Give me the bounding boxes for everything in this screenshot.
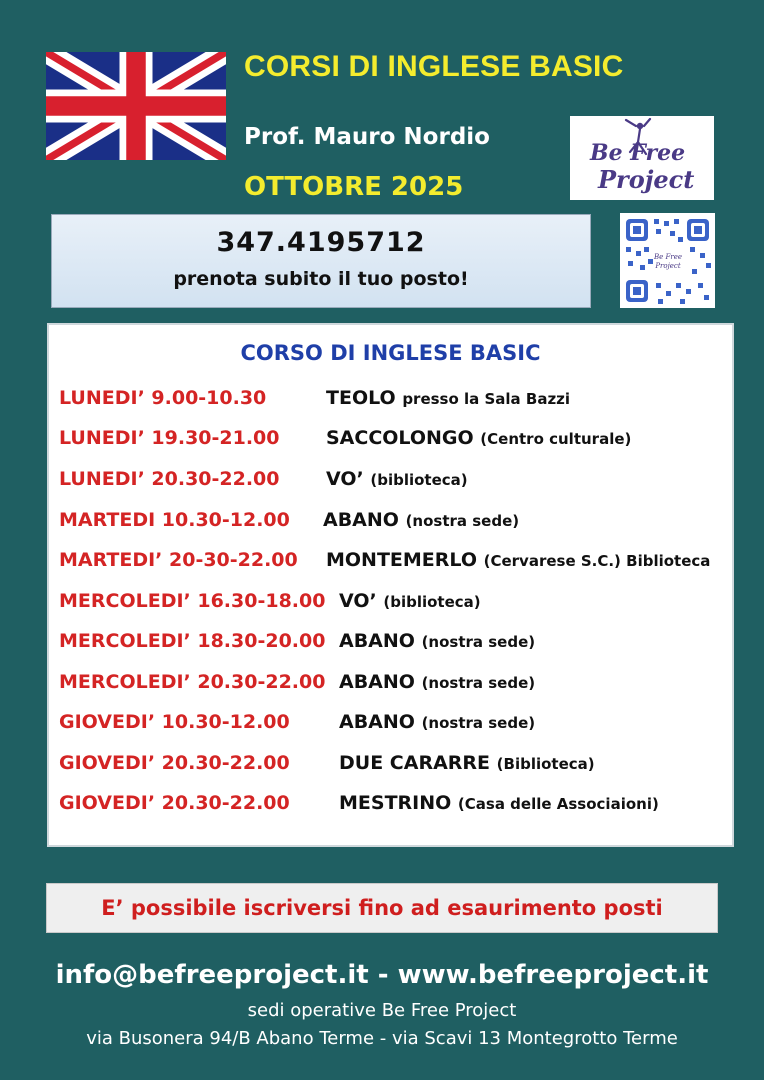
schedule-day: MARTEDI’ 20-30-22.00 xyxy=(59,549,298,571)
course-schedule-panel xyxy=(47,323,734,847)
uk-flag-image xyxy=(46,52,226,160)
phone-number[interactable]: 347.4195712 xyxy=(216,227,426,258)
qr-logo-line-1: Be Free xyxy=(654,253,682,261)
schedule-day: MERCOLEDI’ 16.30-18.00 xyxy=(59,590,326,612)
schedule-day: LUNEDI’ 9.00-10.30 xyxy=(59,387,267,409)
schedule-day: MERCOLEDI’ 20.30-22.00 xyxy=(59,671,326,693)
schedule-place: ABANO (nostra sede) xyxy=(339,671,536,693)
schedule-place: MONTEMERLO (Cervarese S.C.) Biblioteca xyxy=(326,549,711,571)
schedule-place: VO’ (biblioteca) xyxy=(326,468,468,490)
schedule-place: DUE CARARRE (Biblioteca) xyxy=(339,752,595,774)
schedule-day: GIOVEDI’ 20.30-22.00 xyxy=(59,752,290,774)
schedule-place: ABANO (nostra sede) xyxy=(323,509,520,531)
logo-line-2: Project xyxy=(598,165,695,194)
phone-box xyxy=(51,214,591,308)
schedule-day: MARTEDI 10.30-12.00 xyxy=(59,509,290,531)
schedule-day: MERCOLEDI’ 18.30-20.00 xyxy=(59,630,326,652)
course-title: CORSO DI INGLESE BASIC xyxy=(240,341,541,365)
qr-code-image[interactable] xyxy=(620,213,715,308)
page-title: CORSI DI INGLESE BASIC xyxy=(244,50,624,83)
offices-label: sedi operative Be Free Project xyxy=(247,1000,517,1021)
offices-address: via Busonera 94/B Abano Terme - via Scavi 13 Montegrotto Terme xyxy=(86,1028,678,1049)
contact-links[interactable]: info@befreeproject.it - www.befreeproject.it xyxy=(55,960,709,990)
schedule-place: MESTRINO (Casa delle Associaioni) xyxy=(339,792,659,814)
schedule-place: TEOLO presso la Sala Bazzi xyxy=(326,387,571,409)
qr-logo-line-2: Project xyxy=(655,262,681,270)
course-month: OTTOBRE 2025 xyxy=(244,172,464,202)
schedule-place: VO’ (biblioteca) xyxy=(339,590,481,612)
be-free-project-logo xyxy=(570,116,714,200)
schedule-day: GIOVEDI’ 20.30-22.00 xyxy=(59,792,290,814)
schedule-place: ABANO (nostra sede) xyxy=(339,630,536,652)
schedule-place: SACCOLONGO (Centro culturale) xyxy=(326,427,632,449)
schedule-day: GIOVEDI’ 10.30-12.00 xyxy=(59,711,290,733)
logo-line-1: Be Free xyxy=(590,140,686,166)
schedule-day: LUNEDI’ 20.30-22.00 xyxy=(59,468,280,490)
availability-notice: E’ possibile iscriversi fino ad esaurimento posti xyxy=(46,883,718,933)
teacher-name: Prof. Mauro Nordio xyxy=(244,124,490,150)
schedule-place: ABANO (nostra sede) xyxy=(339,711,536,733)
schedule-day: LUNEDI’ 19.30-21.00 xyxy=(59,427,280,449)
booking-cta: prenota subito il tuo posto! xyxy=(173,268,469,290)
